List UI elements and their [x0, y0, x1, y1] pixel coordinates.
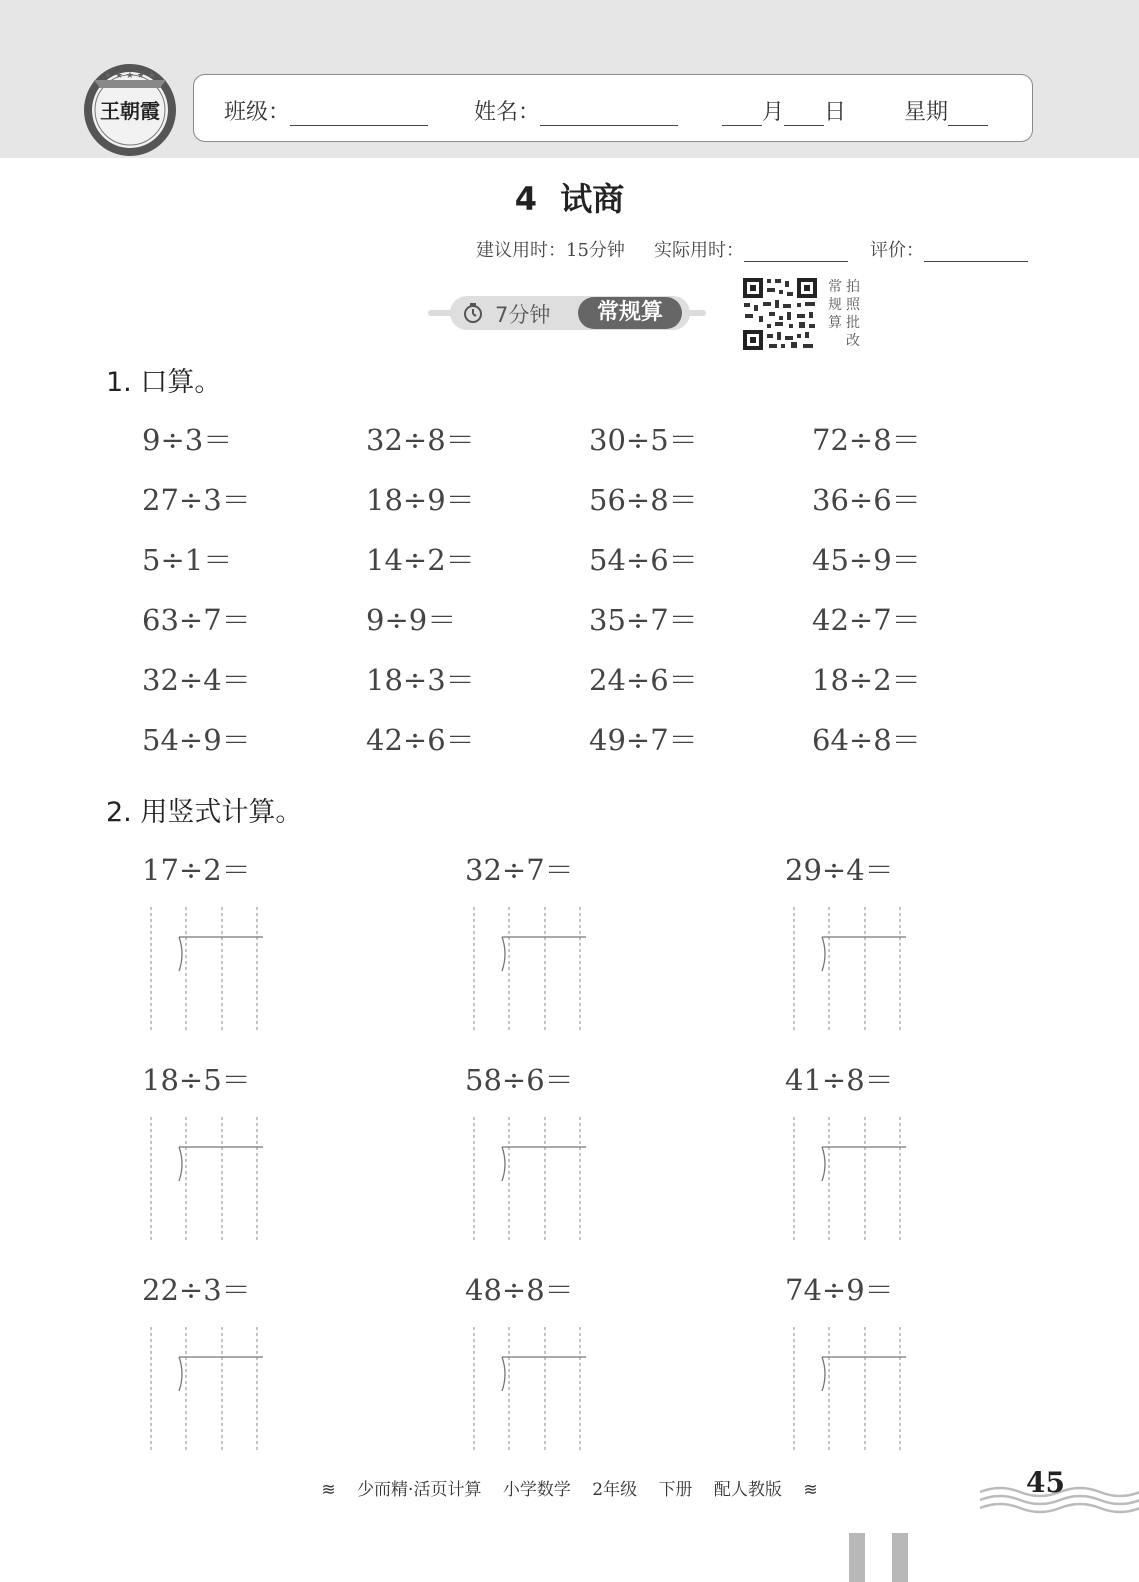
- footer: [0, 1475, 1139, 1500]
- mental-math-item: 32÷4＝: [142, 663, 251, 697]
- mental-math-item: 32÷8＝: [366, 423, 475, 457]
- mental-math-item: 56÷8＝: [589, 483, 698, 517]
- mental-math-item: 35÷7＝: [589, 603, 698, 637]
- class-field[interactable]: [290, 100, 428, 126]
- long-division-problem: 17÷2＝: [142, 853, 251, 887]
- logo-text: 王朝霞: [100, 99, 160, 123]
- svg-text:★ ★ ★ ★ ★: ★ ★ ★ ★ ★: [104, 71, 156, 81]
- mental-math-item: 64÷8＝: [812, 723, 921, 757]
- title-text: 试商: [560, 180, 625, 218]
- mental-math-item: 49÷7＝: [589, 723, 698, 757]
- page-tab: [892, 1533, 908, 1582]
- qr-caption-1: 常 规 算: [828, 279, 842, 331]
- mental-math-item: 45÷9＝: [812, 543, 921, 577]
- long-division-frame[interactable]: [788, 1117, 908, 1242]
- long-division-frame[interactable]: [145, 1117, 265, 1242]
- stopwatch-icon: [462, 302, 484, 324]
- day-label: 日: [824, 100, 847, 125]
- mental-math-item: 18÷9＝: [366, 483, 475, 517]
- mental-math-item: 5÷1＝: [142, 543, 233, 577]
- suggested-time: 建议用时：15分钟: [476, 240, 625, 261]
- section-2-title: 用竖式计算。: [140, 797, 303, 828]
- actual-time-field[interactable]: [744, 242, 848, 262]
- mental-math-item: 42÷6＝: [366, 723, 475, 757]
- long-division-problem: 74÷9＝: [785, 1273, 894, 1307]
- name-label: 姓名：: [474, 100, 541, 125]
- long-division-problem: 48÷8＝: [465, 1273, 574, 1307]
- actual-time-label: 实际用时：: [654, 240, 744, 261]
- mental-math-item: 24÷6＝: [589, 663, 698, 697]
- mental-math-item: 9÷9＝: [366, 603, 457, 637]
- day-field[interactable]: [784, 100, 824, 126]
- mental-math-item: 36÷6＝: [812, 483, 921, 517]
- weekday-field[interactable]: [948, 100, 988, 126]
- weekday-label: 星期: [904, 100, 949, 125]
- long-division-frame[interactable]: [468, 1327, 588, 1452]
- mental-math-item: 9÷3＝: [142, 423, 233, 457]
- mental-math-item: 54÷6＝: [589, 543, 698, 577]
- long-division-frame[interactable]: [788, 907, 908, 1032]
- qr-code[interactable]: [741, 276, 819, 352]
- footer-volume: 下册: [658, 1480, 693, 1500]
- badge-label: 常规算: [578, 297, 682, 329]
- mental-math-item: 18÷2＝: [812, 663, 921, 697]
- footer-subject: 小学数学: [502, 1480, 571, 1500]
- footer-grade: 2年级: [592, 1480, 638, 1500]
- footer-series: 少而精·活页计算: [357, 1480, 482, 1500]
- long-division-frame[interactable]: [145, 907, 265, 1032]
- mental-math-item: 30÷5＝: [589, 423, 698, 457]
- long-division-frame[interactable]: [468, 907, 588, 1032]
- time-badge: [428, 296, 706, 330]
- long-division-problem: 22÷3＝: [142, 1273, 251, 1307]
- long-division-problem: 18÷5＝: [142, 1063, 251, 1097]
- section-1-title: 口算。: [140, 367, 222, 398]
- evaluation-field[interactable]: [924, 242, 1028, 262]
- publisher-logo: [80, 58, 180, 158]
- long-division-frame[interactable]: [145, 1327, 265, 1452]
- qr-caption-2: 拍 照 批 改: [846, 279, 860, 349]
- section-1-number: 1.: [106, 367, 132, 398]
- long-division-frame[interactable]: [788, 1327, 908, 1452]
- evaluation-label: 评价：: [870, 240, 924, 261]
- section-2-number: 2.: [106, 797, 132, 828]
- wave-icon: ≋: [321, 1480, 336, 1500]
- wave-icon: ≋: [803, 1480, 818, 1500]
- title-number: 4: [514, 180, 538, 218]
- page-title: [0, 174, 1139, 220]
- month-label: 月: [762, 100, 785, 125]
- footer-edition: 配人教版: [713, 1480, 782, 1500]
- long-division-frame[interactable]: [468, 1117, 588, 1242]
- section-2-heading: [106, 790, 302, 829]
- mental-math-item: 27÷3＝: [142, 483, 251, 517]
- class-label: 班级：: [224, 100, 291, 125]
- month-field[interactable]: [722, 100, 762, 126]
- mental-math-item: 63÷7＝: [142, 603, 251, 637]
- badge-time: 7分钟: [495, 303, 551, 327]
- long-division-problem: 32÷7＝: [465, 853, 574, 887]
- long-division-problem: 41÷8＝: [785, 1063, 894, 1097]
- mental-math-item: 72÷8＝: [812, 423, 921, 457]
- section-1-heading: [106, 360, 221, 399]
- page-number: 45: [1026, 1466, 1065, 1499]
- long-division-problem: 29÷4＝: [785, 853, 894, 887]
- mental-math-item: 42÷7＝: [812, 603, 921, 637]
- mental-math-item: 54÷9＝: [142, 723, 251, 757]
- student-info-bar: [193, 74, 1033, 142]
- name-field[interactable]: [540, 100, 678, 126]
- mental-math-item: 18÷3＝: [366, 663, 475, 697]
- mental-math-item: 14÷2＝: [366, 543, 475, 577]
- page-tab: [849, 1533, 865, 1582]
- long-division-problem: 58÷6＝: [465, 1063, 574, 1097]
